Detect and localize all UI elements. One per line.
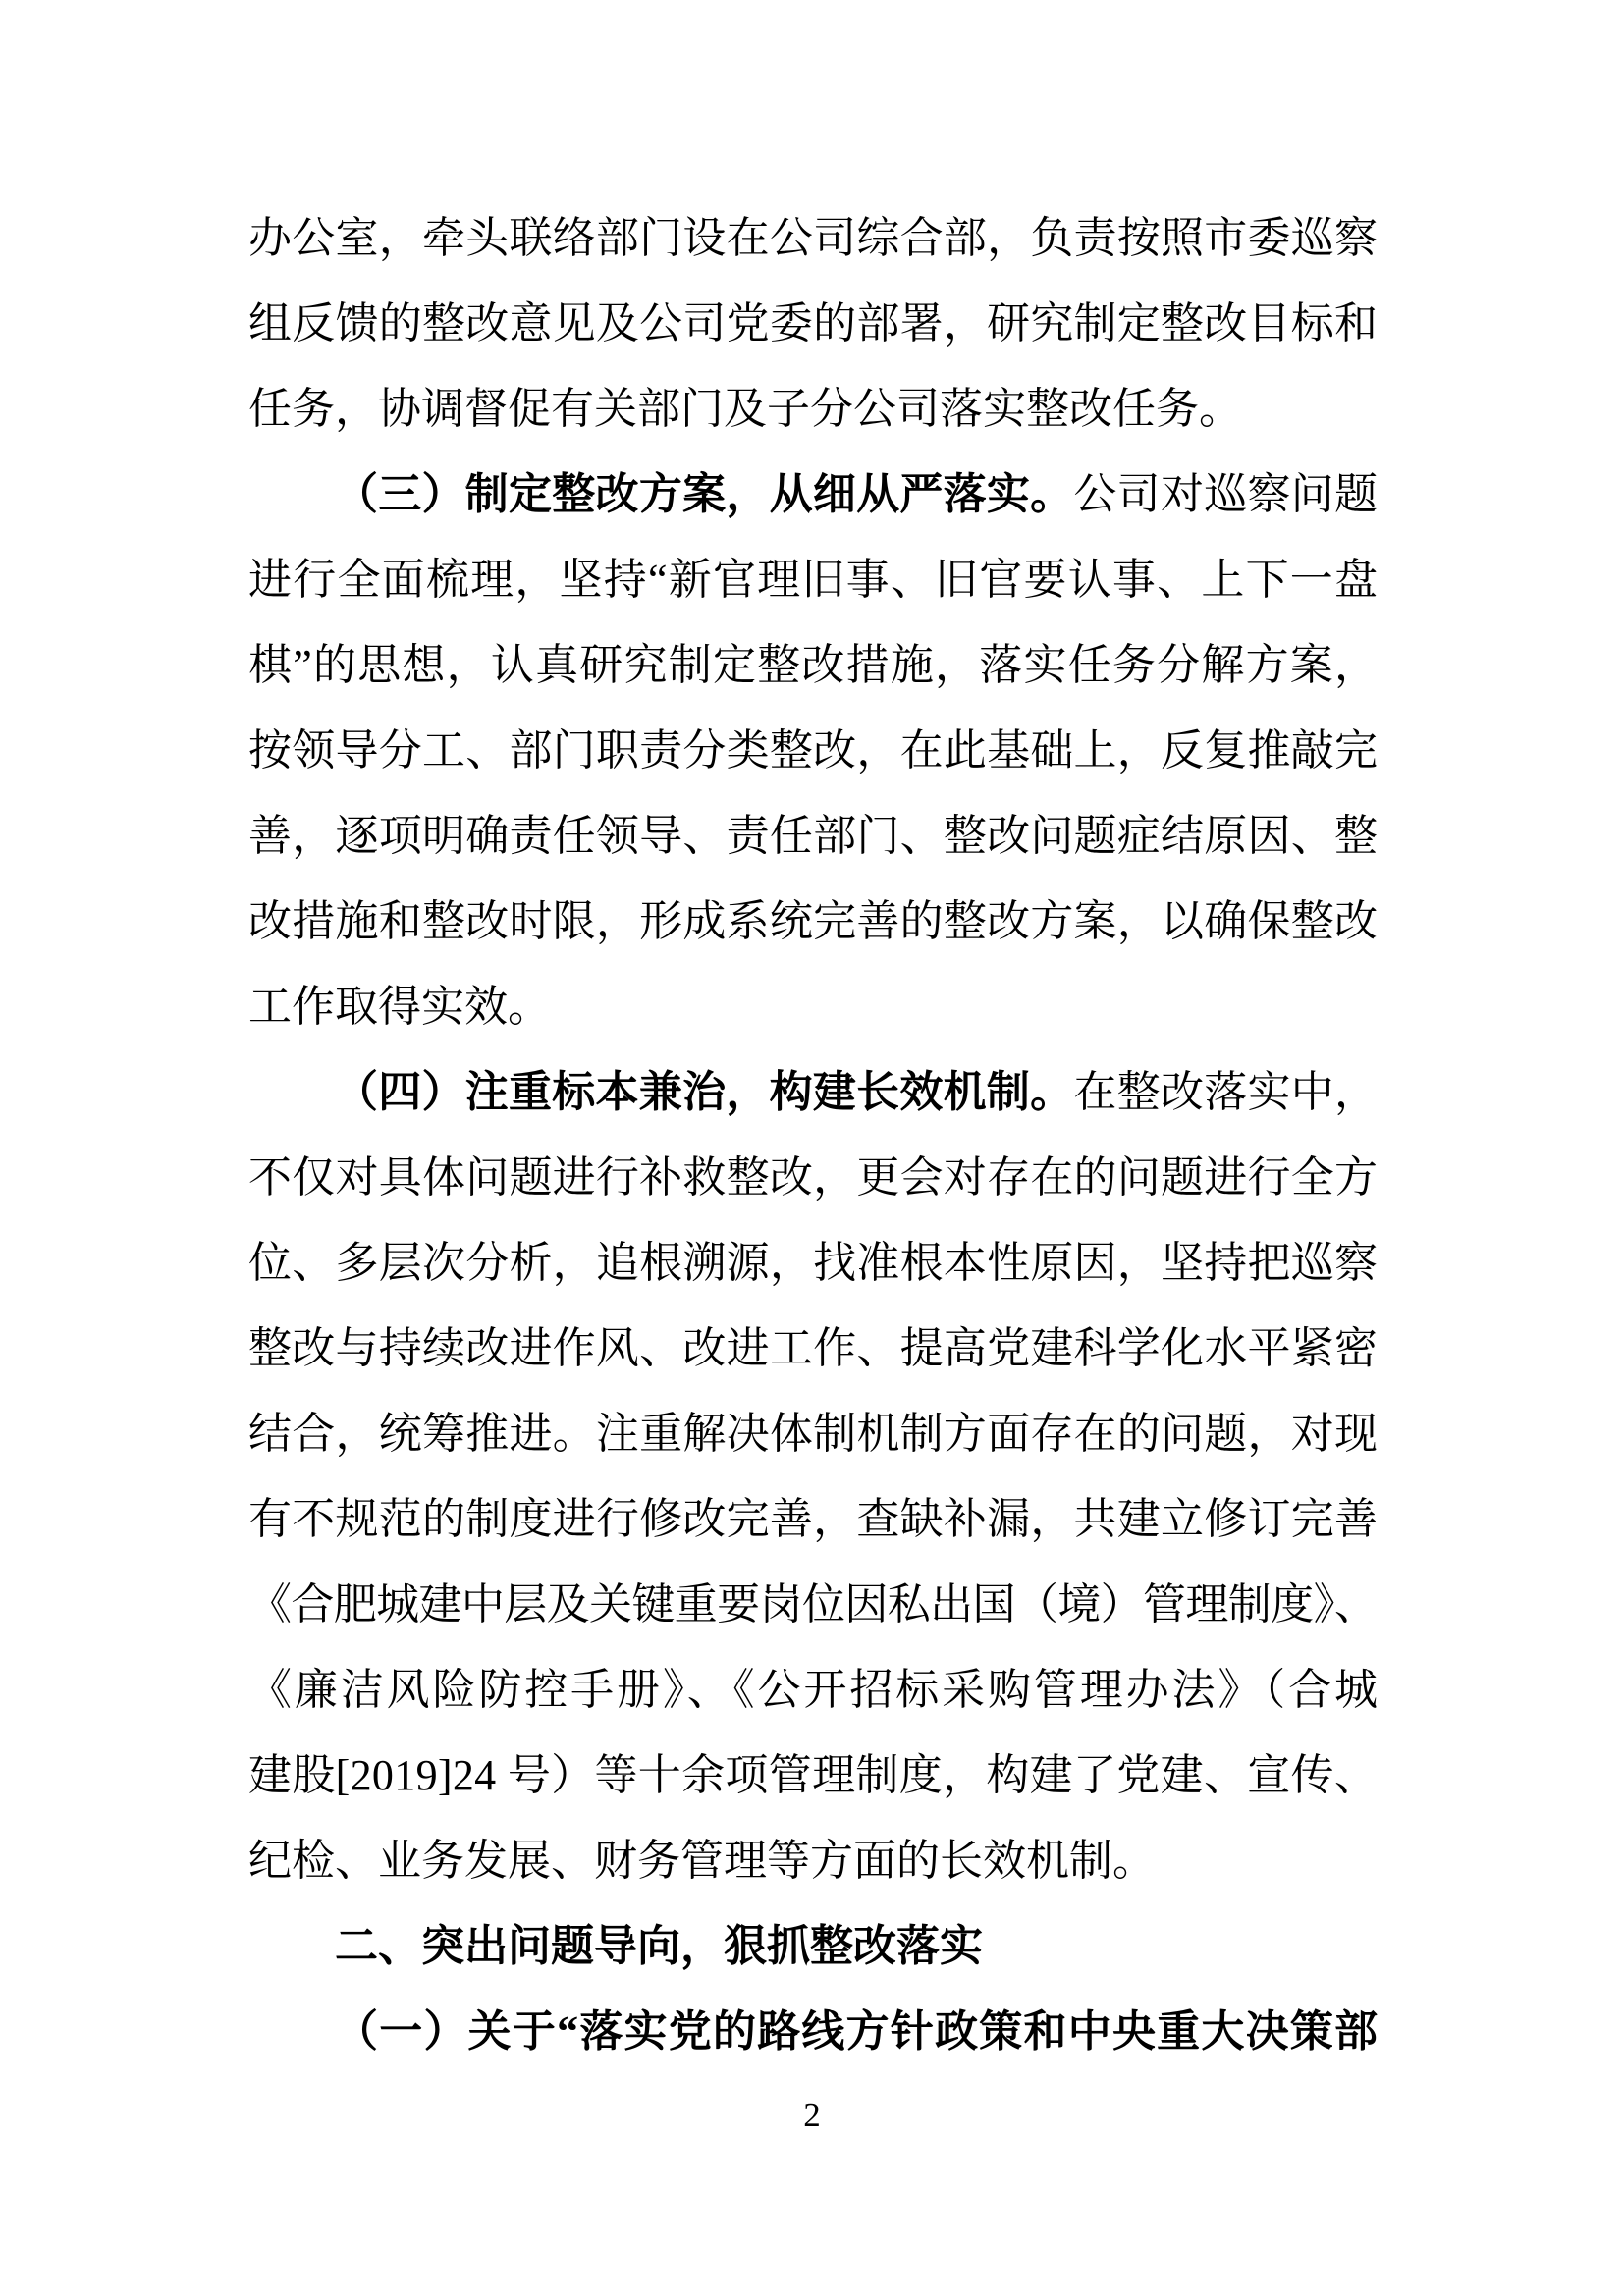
page-number: 2: [803, 2096, 821, 2134]
text-segment: （一）关于“落实党的路线方针政策和中央重大决策部: [335, 2007, 1380, 2056]
text-line-content: [248, 1135, 1378, 1220]
text-line: [248, 452, 1378, 537]
text-segment: 结合，统筹推进。注重解决体制机制方面存在的问题，对现: [248, 1410, 1379, 1458]
text-line-content: [248, 366, 1242, 452]
text-segment: 建股[2019]24 号）等十余项管理制度，构建了党建、宣传、: [248, 1751, 1379, 1799]
text-segment: 二、突出问题导向，狠抓整改落实: [335, 1922, 983, 1970]
text-line: [248, 1733, 1378, 1818]
text-line: [248, 281, 1378, 366]
text-line: [248, 1647, 1378, 1733]
text-line-content: [248, 1476, 1378, 1562]
text-line: [248, 708, 1378, 793]
text-segment: 不仅对具体问题进行补救整改，更会对存在的问题进行全方: [248, 1153, 1379, 1201]
text-segment: 善，逐项明确责任领导、责任部门、整改问题症结原因、整: [248, 812, 1379, 860]
document-body: [248, 195, 1378, 2074]
text-segment: 按领导分工、部门职责分类整改，在此基础上，反复推敲完: [248, 726, 1379, 774]
text-line: [248, 1476, 1378, 1562]
text-segment: 公司对巡察问题: [1073, 470, 1379, 518]
text-segment: 棋”的思想，认真研究制定整改措施，落实任务分解方案，: [248, 641, 1380, 689]
text-line-content: [248, 1818, 1156, 1903]
text-line-content: [248, 793, 1378, 879]
text-segment: 整改与持续改进作风、改进工作、提高党建科学化水平紧密: [248, 1324, 1379, 1372]
text-segment: 任务，协调督促有关部门及子分公司落实整改任务。: [248, 385, 1242, 433]
text-line-content: [335, 1049, 1378, 1135]
text-line: [248, 1135, 1378, 1220]
text-line-content: [248, 281, 1378, 366]
text-line-content: [248, 1306, 1378, 1391]
text-line: [248, 1049, 1378, 1135]
text-line: [248, 1562, 1378, 1647]
text-line: [248, 964, 1378, 1049]
text-line: [248, 537, 1378, 622]
text-segment: 组反馈的整改意见及公司党委的部署，研究制定整改目标和: [248, 299, 1379, 347]
text-line-content: [248, 1391, 1378, 1476]
text-segment: 《合肥城建中层及关键重要岗位因私出国（境）管理制度》、: [248, 1580, 1378, 1629]
text-line: [248, 195, 1378, 281]
text-segment: 进行全面梳理，坚持“新官理旧事、旧官要认事、上下一盘: [248, 556, 1380, 604]
text-line: [248, 366, 1378, 452]
text-line: [248, 622, 1378, 708]
text-line-content: [248, 1647, 1380, 1733]
text-line-content: [335, 452, 1378, 537]
text-segment: 《廉洁风险防控手册》、《公开招标采购管理办法》（合城: [248, 1666, 1380, 1714]
text-line-content: [248, 964, 551, 1049]
text-line: [248, 1220, 1378, 1306]
text-line-content: [248, 622, 1379, 708]
text-line: [248, 1818, 1378, 1903]
text-line-content: [248, 537, 1379, 622]
text-line-content: [335, 1903, 983, 1989]
text-segment: 工作取得实效。: [248, 983, 551, 1031]
text-line-content: [248, 1733, 1378, 1818]
text-line: [248, 879, 1378, 964]
text-segment: （四）注重标本兼治，构建长效机制。: [335, 1068, 1074, 1116]
text-segment: 有不规范的制度进行修改完善，查缺补漏，共建立修订完善: [248, 1495, 1379, 1543]
text-line-content: [248, 1220, 1378, 1306]
text-segment: 在整改落实中，: [1073, 1068, 1379, 1116]
text-segment: 改措施和整改时限，形成系统完善的整改方案，以确保整改: [248, 897, 1379, 945]
text-segment: 位、多层次分析，追根溯源，找准根本性原因，坚持把巡察: [248, 1239, 1379, 1287]
text-segment: （三）制定整改方案，从细从严落实。: [335, 470, 1074, 518]
text-line-content: [248, 879, 1378, 964]
text-segment: 办公室，牵头联络部门设在公司综合部，负责按照市委巡察: [248, 214, 1379, 262]
text-line: [248, 1391, 1378, 1476]
text-line: [248, 1903, 1378, 1989]
text-line: [248, 1306, 1378, 1391]
text-line: [248, 1989, 1378, 2074]
text-line-content: [335, 1989, 1379, 2074]
text-line: [248, 793, 1378, 879]
text-line-content: [248, 195, 1378, 281]
text-line-content: [248, 1562, 1377, 1647]
text-line-content: [248, 708, 1378, 793]
text-segment: 纪检、业务发展、财务管理等方面的长效机制。: [248, 1837, 1156, 1885]
